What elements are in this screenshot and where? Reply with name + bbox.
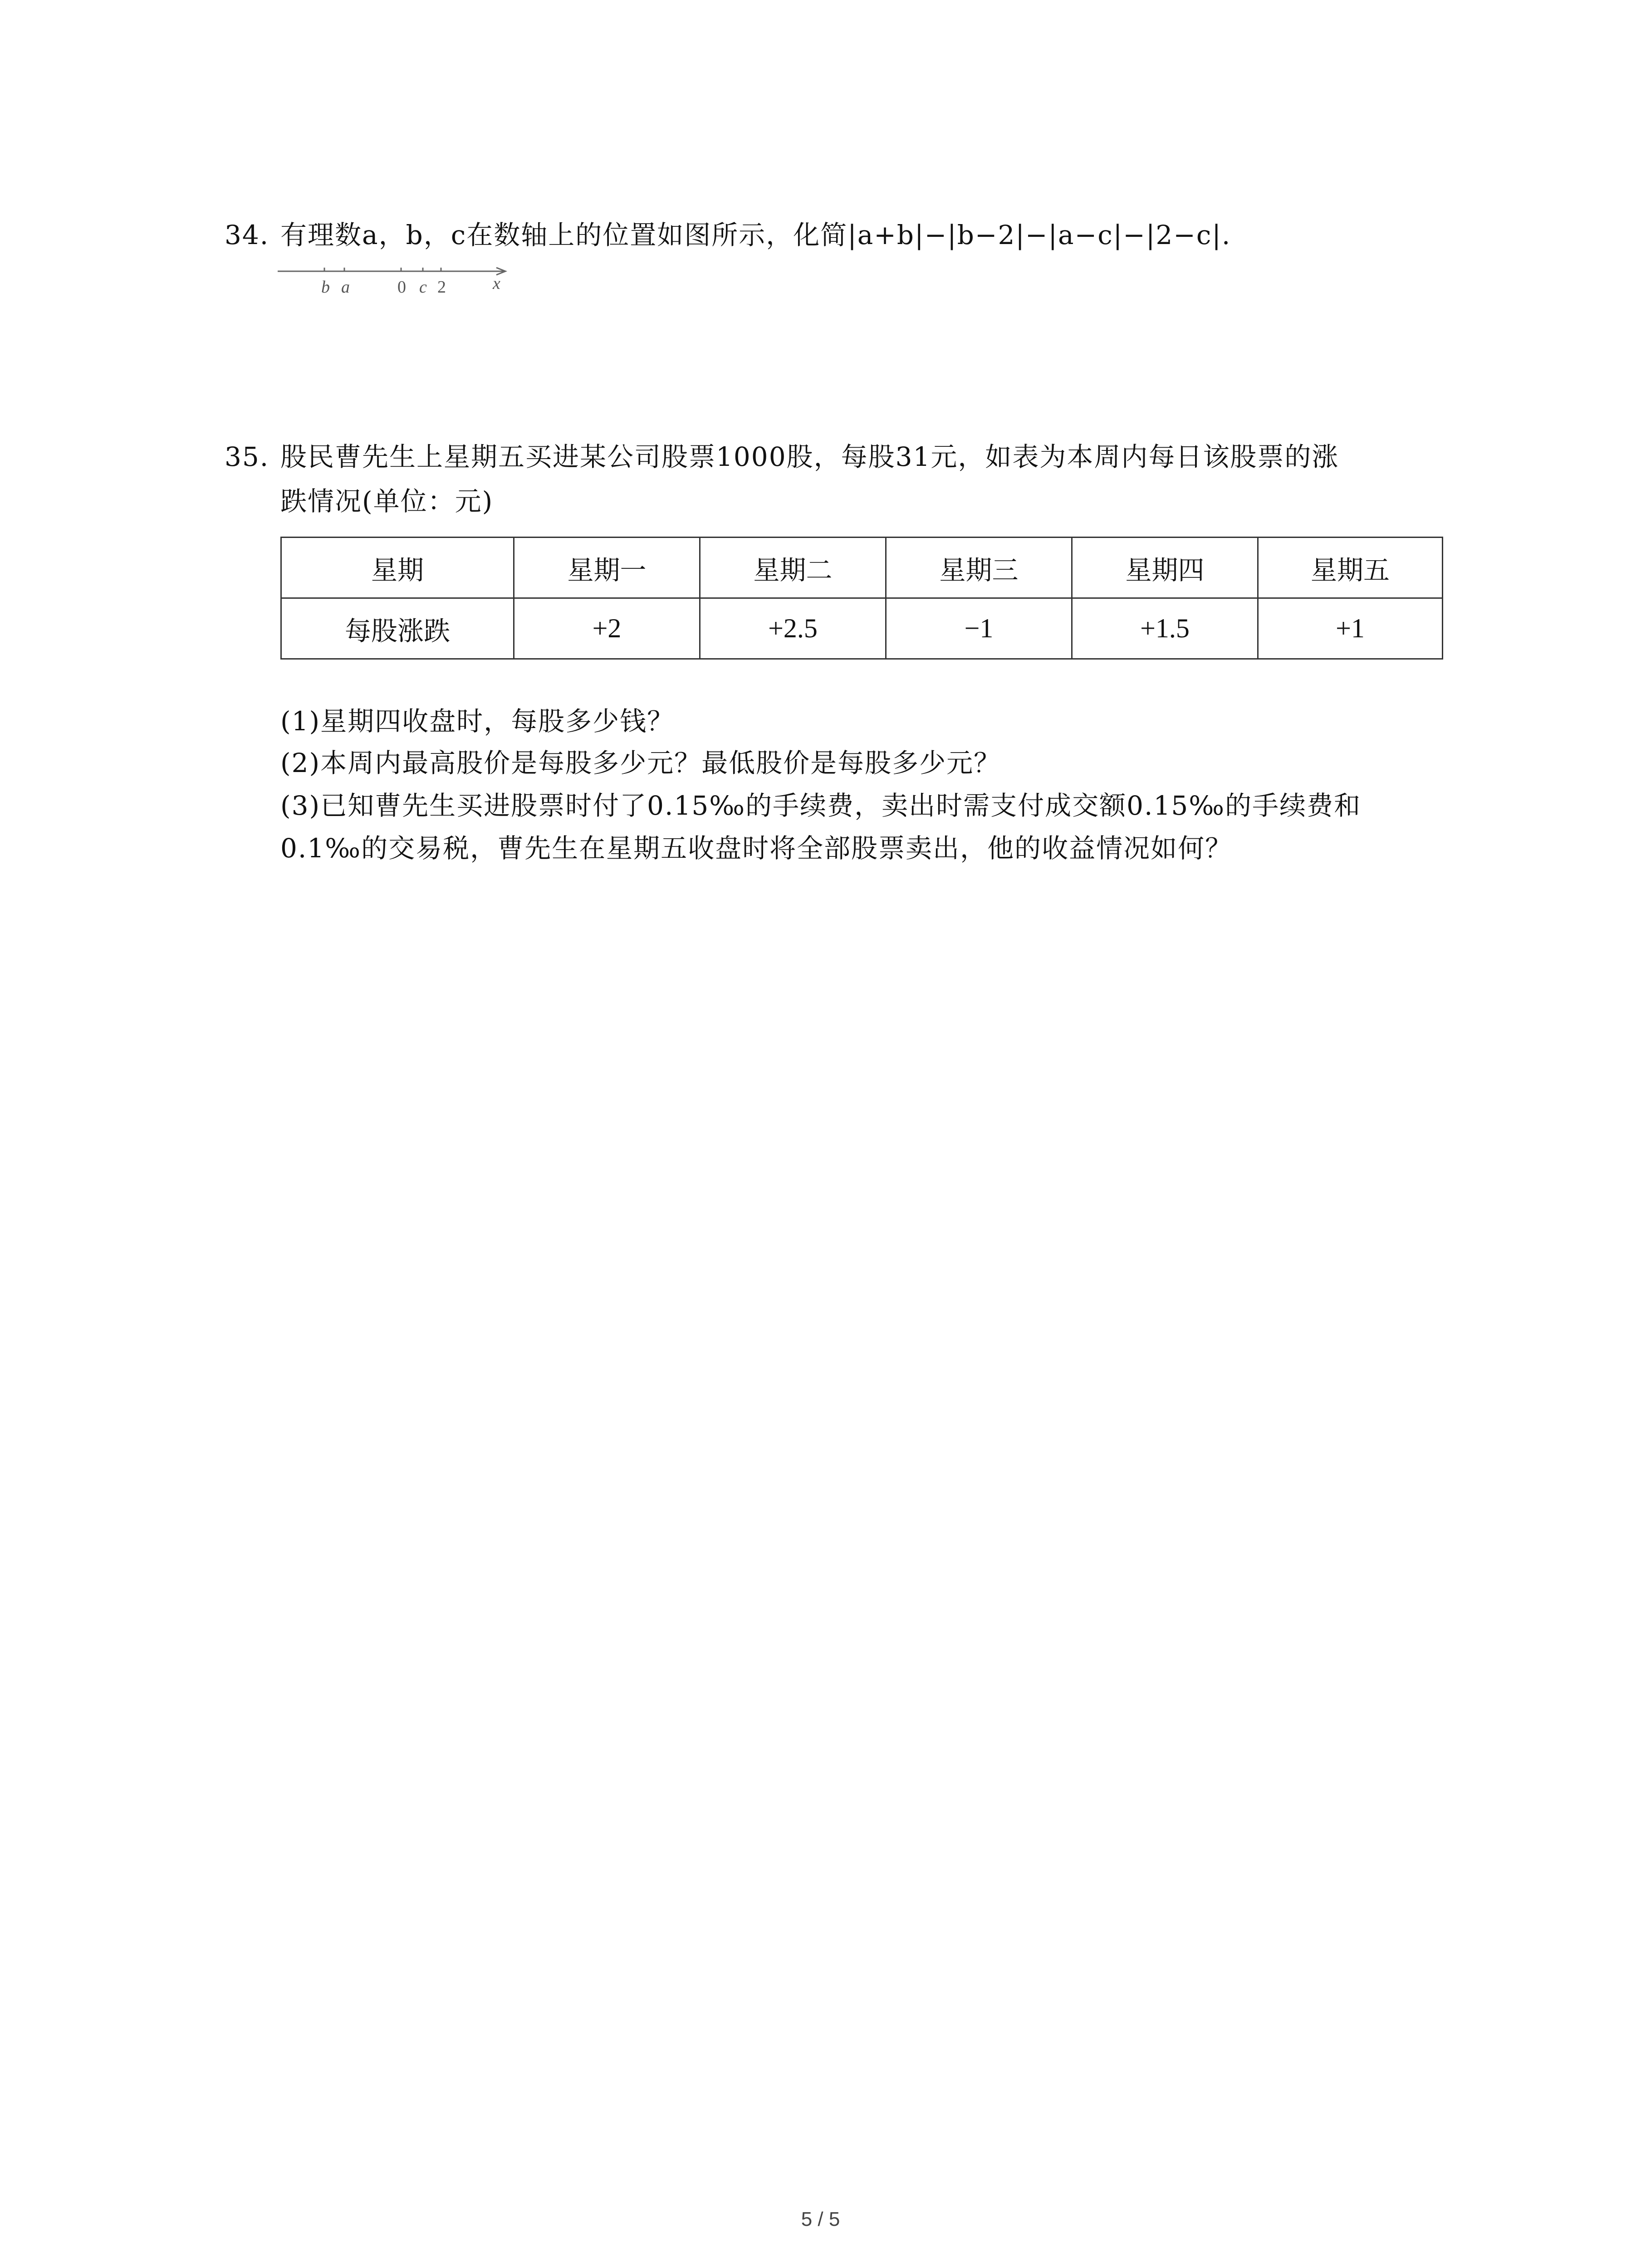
- table-header-cell: 星期五: [1258, 538, 1443, 598]
- table-header-cell: 星期一: [514, 538, 700, 598]
- table-header-cell: 星期: [281, 538, 514, 598]
- table-header-cell: 星期三: [886, 538, 1072, 598]
- label-0: 0: [397, 278, 406, 297]
- question-text: 有理数a，b，c在数轴上的位置如图所示，化简|a+b|−|b−2|−|a−c|−|2−c|.: [280, 220, 1231, 250]
- table-header-row: [281, 538, 1443, 598]
- question-text-line-1: 股民曹先生上星期五买进某公司股票1000股，每股31元，如表为本周内每日该股票的涨: [280, 441, 1339, 472]
- question-number: 35.: [225, 441, 269, 472]
- label-c: c: [419, 278, 427, 297]
- label-a: a: [341, 278, 350, 297]
- table-cell: +2: [514, 598, 700, 659]
- table-cell: −1: [886, 598, 1072, 659]
- number-line-figure: [278, 265, 523, 302]
- label-x: x: [493, 274, 500, 293]
- table-cell: +1: [1258, 598, 1443, 659]
- label-b: b: [321, 278, 330, 297]
- table-row: [281, 598, 1443, 659]
- stock-change-table: [280, 537, 1443, 660]
- sub-question-text: (3)已知曹先生买进股票时付了0.15‰的手续费，卖出时需支付成交额0.15‰的手续费和: [280, 790, 1362, 821]
- table-header-cell: 星期四: [1072, 538, 1258, 598]
- sub-question-text: 0.1‰的交易税，曹先生在星期五收盘时将全部股票卖出，他的收益情况如何？: [280, 833, 1233, 864]
- question-number: 34.: [225, 220, 269, 250]
- label-2: 2: [437, 278, 446, 297]
- question-text-line-2: 跌情况(单位：元): [280, 486, 494, 517]
- page-indicator: 5 / 5: [801, 2208, 840, 2230]
- table-cell: +2.5: [700, 598, 886, 659]
- sub-question-text: (1)星期四收盘时，每股多少钱？: [280, 706, 675, 737]
- table-cell: +1.5: [1072, 598, 1258, 659]
- table-row-label: 每股涨跌: [281, 598, 514, 659]
- sub-question-text: (2)本周内最高股价是每股多少元？最低股价是每股多少元？: [280, 748, 1001, 778]
- table-header-cell: 星期二: [700, 538, 886, 598]
